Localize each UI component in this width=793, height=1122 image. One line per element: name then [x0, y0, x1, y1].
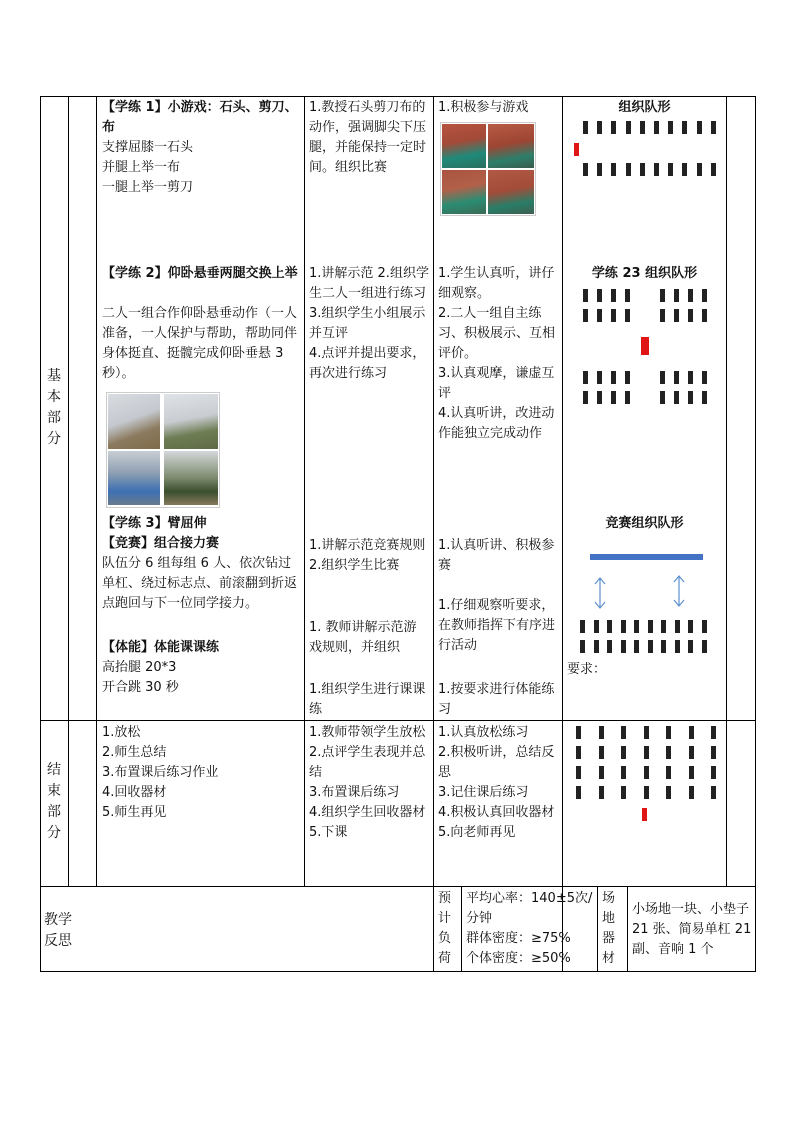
practice-2-title: 【学练 2】仰卧悬垂两腿交换上举 [102, 266, 298, 281]
student-figure-icon [688, 289, 693, 302]
student-figure-icon [634, 620, 639, 633]
student-figure-icon [594, 640, 599, 653]
section-label-end: 结束部分 [47, 762, 61, 841]
student-figure-icon [583, 163, 588, 176]
teacher-figure-icon [574, 143, 579, 156]
student-figure-icon [697, 163, 702, 176]
student-figure-icon [702, 371, 707, 384]
student-figure-icon [688, 620, 693, 633]
student-figure-icon [599, 786, 604, 799]
student-figure-icon [648, 620, 653, 633]
student-figure-icon [675, 640, 680, 653]
competition-body: 队伍分 6 组每组 6 人、依次钻过单杠、绕过标志点、前滚翻到折返点跑回与下一位同学接力。 [102, 556, 298, 611]
student-activity-e: 1.按要求进行体能练习 [438, 682, 555, 717]
student-figure-icon [682, 121, 687, 134]
student-figure-icon [689, 786, 694, 799]
student-figure-icon [576, 746, 581, 759]
student-figure-icon [583, 391, 588, 404]
student-figure-icon [611, 163, 616, 176]
student-activity-a: 1.积极参与游戏 [438, 100, 529, 115]
student-figure-icon [597, 121, 602, 134]
section-label-reflection: 教学反思 [44, 912, 72, 949]
student-figure-icon [576, 766, 581, 779]
student-figure-icon [597, 391, 602, 404]
teacher-activity-c: 1.讲解示范竞赛规则 2.组织学生比赛 [309, 538, 426, 573]
student-figure-icon [711, 766, 716, 779]
student-figure-icon [611, 309, 616, 322]
student-figure-icon [621, 766, 626, 779]
student-figure-icon [702, 289, 707, 302]
student-figure-icon [611, 121, 616, 134]
student-figure-icon [666, 786, 671, 799]
student-figure-icon [625, 391, 630, 404]
student-figure-icon [594, 620, 599, 633]
student-figure-icon [583, 309, 588, 322]
student-figure-icon [702, 391, 707, 404]
student-figure-icon [640, 121, 645, 134]
student-activity-d: 1.仔细观察听要求，在教师指挥下有序进行活动 [438, 598, 556, 653]
double-arrow-icon [595, 578, 605, 608]
end-content: 1.放松 2.师生总结 3.布置课后练习作业 4.回收器材 5.师生再见 [102, 725, 219, 820]
student-figure-icon [688, 309, 693, 322]
student-figure-icon [583, 289, 588, 302]
student-figure-icon [640, 163, 645, 176]
student-activity-b: 1.学生认真听，讲仔细观察。 2.二人一组自主练习、积极展示、互相评价。 3.认真观摩，谦虚互评 4.认真听讲，改进动作能独立完成动作 [438, 266, 556, 441]
student-figure-icon [697, 121, 702, 134]
student-figure-icon [711, 746, 716, 759]
teacher-activity-a: 1.教授石头剪刀布的动作，强调脚尖下压腿，并能保持一定时间。组织比赛 [309, 100, 427, 175]
teacher-activity-d: 1. 教师讲解示范游戏规则，并组织 [309, 620, 417, 655]
student-figure-icon [711, 786, 716, 799]
fitness-title: 【体能】体能课课练 [102, 640, 220, 655]
student-figure-icon [660, 309, 665, 322]
student-figure-icon [644, 786, 649, 799]
student-figure-icon [576, 726, 581, 739]
student-figure-icon [626, 163, 631, 176]
teacher-activity-b: 1.讲解示范 2.组织学生二人一组进行练习 3.组织学生小组展示并互评 4.点评并提出要求，再次进行练习 [309, 266, 429, 381]
finish-line-bar [590, 554, 703, 560]
student-figure-icon [634, 640, 639, 653]
section-label-basic: 基本部分 [47, 368, 61, 447]
student-figure-icon [597, 289, 602, 302]
student-figure-icon [621, 746, 626, 759]
formation-title-2: 学练 23 组织队形 [591, 266, 698, 281]
student-figure-icon [654, 121, 659, 134]
student-figure-icon [689, 726, 694, 739]
student-figure-icon [660, 289, 665, 302]
student-figure-icon [644, 746, 649, 759]
student-figure-icon [702, 309, 707, 322]
student-figure-icon [611, 391, 616, 404]
student-figure-icon [599, 766, 604, 779]
venue-label: 场地器材 [602, 891, 616, 966]
formation-requirement-label: 要求： [567, 662, 607, 677]
practice-1-title: 【学练 1】小游戏：石头、剪刀、布 [102, 100, 298, 135]
formation-title-1: 组织队形 [618, 100, 671, 115]
load-label: 预计负荷 [438, 891, 452, 966]
student-figure-icon [688, 391, 693, 404]
student-figure-icon [644, 766, 649, 779]
student-figure-icon [674, 391, 679, 404]
student-figure-icon [711, 726, 716, 739]
student-figure-icon [702, 620, 707, 633]
student-figure-icon [674, 371, 679, 384]
student-figure-icon [648, 640, 653, 653]
student-figure-icon [660, 371, 665, 384]
student-figure-icon [689, 746, 694, 759]
student-figure-icon [661, 620, 666, 633]
student-figure-icon [621, 620, 626, 633]
end-teacher: 1.教师带领学生放松 2.点评学生表现并总结 3.布置课后练习 4.组织学生回收器材 5.下课 [309, 725, 426, 840]
student-figure-icon [666, 746, 671, 759]
practice-1-line-2: 并腿上举一布 [102, 160, 181, 175]
student-figure-icon [621, 726, 626, 739]
practice-1-line-3: 一腿上举一剪刀 [102, 180, 194, 195]
student-figure-icon [668, 163, 673, 176]
student-figure-icon [626, 121, 631, 134]
student-figure-icon [644, 726, 649, 739]
student-figure-icon [621, 786, 626, 799]
student-figure-icon [668, 121, 673, 134]
student-figure-icon [597, 371, 602, 384]
student-figure-icon [674, 289, 679, 302]
student-figure-icon [580, 620, 585, 633]
teacher-figure-icon [641, 337, 649, 355]
student-figure-icon [607, 620, 612, 633]
load-value: 平均心率：140±5次/分钟 群体密度：≥75% 个体密度：≥50% [466, 891, 593, 966]
student-figure-icon [666, 766, 671, 779]
student-figure-icon [711, 121, 716, 134]
student-figure-icon [688, 640, 693, 653]
practice-1-line-1: 支撑屈膝一石头 [102, 140, 194, 155]
practice-2-body: 二人一组合作仰卧悬垂动作（一人准备，一人保护与帮助，帮助同伴身体挺直、挺髋完成仰卧垂悬 3 秒）。 [102, 306, 298, 381]
end-student: 1.认真放松练习 2.积极听讲，总结反思 3.记住课后练习 4.积极认真回收器材 5.向老师再见 [438, 725, 555, 840]
fitness-item-1: 高抬腿 20*3 [102, 660, 177, 675]
student-figure-icon [675, 620, 680, 633]
student-figure-icon [625, 309, 630, 322]
fitness-item-2: 开合跳 30 秒 [102, 680, 179, 695]
student-figure-icon [666, 726, 671, 739]
student-figure-icon [621, 640, 626, 653]
student-figure-icon [689, 766, 694, 779]
double-arrow-icon [674, 576, 684, 606]
student-figure-icon [702, 640, 707, 653]
student-figure-icon [583, 371, 588, 384]
student-figure-icon [661, 640, 666, 653]
teacher-activity-e: 1.组织学生进行课课练 [309, 682, 426, 717]
student-figure-icon [576, 786, 581, 799]
teacher-figure-icon [642, 808, 647, 821]
student-figure-icon [611, 371, 616, 384]
student-activity-c: 1.认真听讲、积极参赛 [438, 538, 555, 573]
student-figure-icon [674, 309, 679, 322]
competition-title: 【竞赛】组合接力赛 [102, 536, 220, 551]
student-figure-icon [607, 640, 612, 653]
student-figure-icon [597, 309, 602, 322]
student-figure-icon [611, 289, 616, 302]
student-figure-icon [580, 640, 585, 653]
student-figure-icon [682, 163, 687, 176]
student-figure-icon [625, 371, 630, 384]
student-figure-icon [583, 121, 588, 134]
student-figure-icon [711, 163, 716, 176]
formation-title-3: 竞赛组织队形 [605, 516, 684, 531]
competition-arrows [585, 574, 695, 614]
student-figure-icon [597, 163, 602, 176]
student-figure-icon [654, 163, 659, 176]
practice-3-title: 【学练 3】臂屈伸 [102, 516, 207, 531]
venue-value: 小场地一块、小垫子 21 张、简易单杠 21 副、音响 1 个 [632, 902, 756, 957]
student-figure-icon [660, 391, 665, 404]
student-figure-icon [599, 746, 604, 759]
student-figure-icon [688, 371, 693, 384]
student-figure-icon [599, 726, 604, 739]
student-figure-icon [625, 289, 630, 302]
